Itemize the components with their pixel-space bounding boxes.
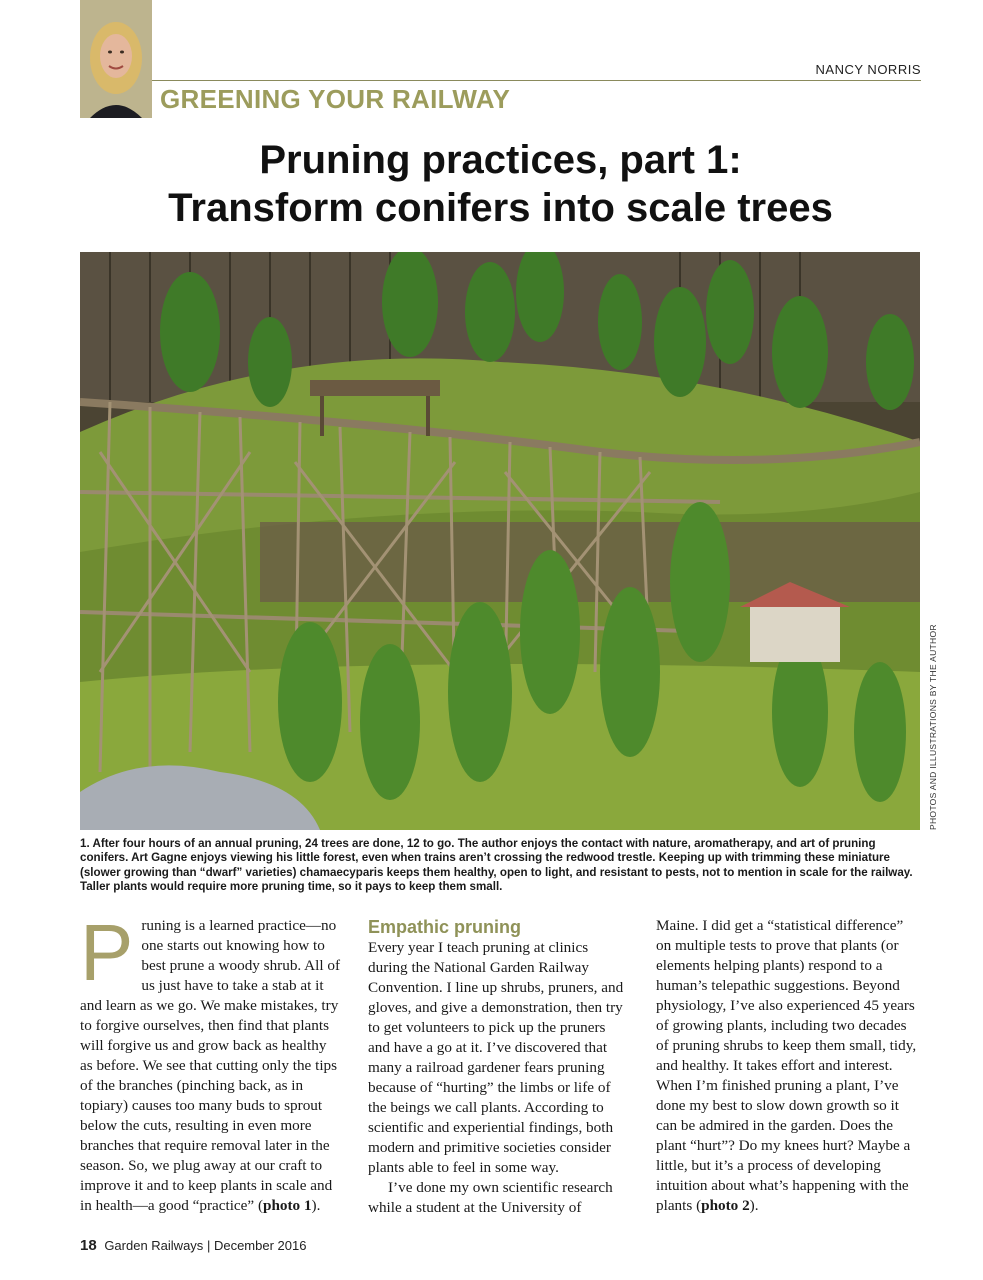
headline-line-1: Pruning practices, part 1:: [259, 138, 742, 182]
section-subhead: Empathic pruning: [368, 917, 521, 937]
page-footer: [80, 1237, 306, 1254]
column-title: GREENING YOUR RAILWAY: [160, 84, 511, 114]
column-2-paragraph-1: Every year I teach pruning at clinics during the National Garden Railway Convention. I line up shrubs, pruners, and gloves, and give a demonstration, then try to get volunteers to pick up the pruners and have a go at it. I’ve discovered that many a railroad gardener fears pruning because of “hurting” the limbs or life of the beings we call plants. According to scientific and experiential findings, both modern and primitive societies consider plants able to feel in some way.: [368, 939, 624, 1176]
column-2-paragraph-2: I’ve done my own scientific research while a student at the University of: [368, 1179, 613, 1216]
publication-name: Garden Railways: [104, 1238, 204, 1253]
issue-date: December 2016: [213, 1238, 307, 1253]
photo-caption: 1. After four hours of an annual pruning, 24 trees are done, 12 to go. The author enjoys the contact with nature, aromatherapy, and art of pruning conifers. Art Gagne enjoys viewing his little forest, even when trains aren’t crossing the redwood trestle. Keeping up with trimming these miniature (slower growing than “dwarf” varieties) chamaecyparis keeps them healthy, open to light, and resistant to pests, not to mention in scale for the railway. Taller plants would require more pruning time, so it pays to keep them small.: [80, 837, 913, 894]
headline-line-2: Transform conifers into scale trees: [168, 186, 833, 230]
footer-separator: |: [206, 1238, 211, 1253]
garden-railway-photo: [80, 252, 920, 830]
article-headline: [80, 136, 921, 232]
column-1-text: runing is a learned practice—no one starts out knowing how to best prune a woody shrub. All of us just have to take a stab at it and learn as we go. We make mistakes, try to forgive ourselves, then find that plants will forgive us and grow back as healthy as before. We see that cutting only the tips of the branches (pinching back, as in topiary) causes too many buds to sprout below the cuts, resulting in even more branches that require removal later in the season. So, we plug away at our craft to improve it and to keep plants in scale and in health—a good “practice” (: [80, 917, 341, 1214]
article-body: [80, 908, 920, 1218]
author-portrait: [80, 0, 152, 118]
column-3-end: ).: [749, 1197, 759, 1214]
body-column-2: [368, 916, 630, 1218]
photo-reference: photo 1: [263, 1197, 312, 1214]
header-divider: [152, 80, 921, 81]
body-column-3: [656, 916, 918, 1218]
column-1-end: ).: [311, 1197, 321, 1214]
photo-credit: PHOTOS AND ILLUSTRATIONS BY THE AUTHOR: [928, 624, 938, 830]
page-number: 18: [80, 1237, 97, 1254]
body-column-1: [80, 908, 342, 1218]
column-3-text: Maine. I did get a “statistical difference” on multiple tests to prove that plants (or elements helping plants) respond to a human’s telepathic suggestions. Beyond physiology, I’ve also experienced 45 years of growing plants, including two decades of pruning shrubs to keep them small, tidy, and healthy. It takes effort and interest. When I’m finished pruning a plant, I’ve done my best to slow down growth so it can be admired in the garden. Does the plant “hurt”? Do my knees hurt? Maybe a little, but it’s a process of developing intuition about what’s happening with the plants (: [656, 917, 917, 1214]
author-byline: NANCY NORRIS: [815, 62, 921, 77]
photo-reference: photo 2: [701, 1197, 750, 1214]
drop-cap: P: [80, 908, 134, 997]
